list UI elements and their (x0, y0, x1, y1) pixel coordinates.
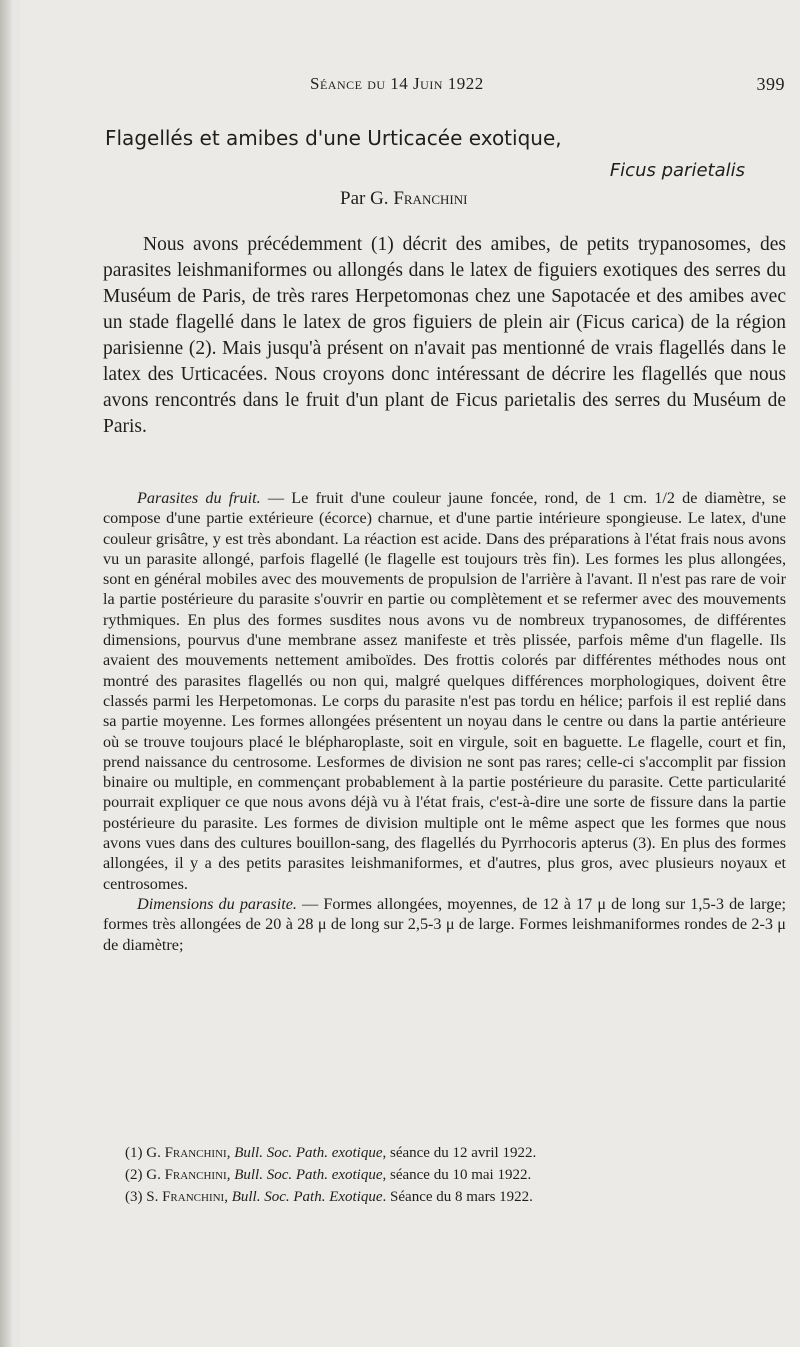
footnote-journal: Bull. Soc. Path. Exotique (231, 1189, 383, 1205)
footnote-number: (3) S. (125, 1189, 163, 1205)
footnote (125, 1142, 785, 1164)
paragraph-parasites (103, 488, 786, 894)
page-edge (0, 0, 12, 1347)
paragraph-body: — Formes allongées, moyennes, de 12 à 17 μ de long sur 1,5-3 de large; formes très allongées de 20 à 28 μ de long sur 2,5-3 μ de large. Formes leishmaniformes rondes de 2-3 μ de diamètre; (103, 894, 787, 954)
footnote-sep: , (224, 1189, 232, 1205)
page-number: 399 (756, 74, 785, 94)
footnote-journal: Bull. Soc. Path. exotique (234, 1145, 383, 1161)
footnote-author: Franchini (162, 1189, 225, 1205)
paragraph-body: — Le fruit d'une couleur jaune foncée, rond, de 1 cm. 1/2 de diamètre, se compose d'une partie extérieure (écorce) charnue, et d'une partie intérieure spongieuse. Le latex, d'une couleur grisâtre, y est très abondant. La réaction est acide. Dans des préparations à l'état frais nous avons vu un parasite allongé, parfois flagellé (le flagelle est toujours très fin). Les formes les plus allongées, sont en général mobiles avec des mouvements de propulsion de l'arrière à l'avant. Il n'est pas rare de voir la partie postérieure du parasite s'ouvrir en partie ou complètement et se refermer avec des mouvements rythmiques. En plus des formes susdites nous avons vu de nombreux trypanosomes, de différentes dimensions, pourvus d'une membrane assez manifeste et très plissée, parfois même d'un flagelle. Ils avaient des mouvements nettement amiboïdes. Des frottis colorés par différentes méthodes nous ont montré des parasites flagellés ou non qui, malgré quelques différences morphologiques, doivent être classés parmi les Herpetomonas. Le corps du parasite n'est pas tordu en hélice; parfois il est replié dans sa partie moyenne. Les formes allongées présentent un noyau dans le centre ou dans la partie antérieure où se trouve toujours placé le blépharoplaste, soit en virgule, soit en baguette. Le flagelle, court et fin, prend naissance du centrosome. Lesformes de division ne sont pas rares; celle-ci s'accomplit par fission binaire ou multiple, en commençant probablement à la partie postérieure du parasite. Cette particularité pourrait expliquer ce que nous avons déjà vu à l'état frais, c'est-à-dire une sorte de fissure dans la partie postérieure du parasite. Les formes de division multiple ont le même aspect que les formes que nous avons vues dans des cultures bouillon-sang, des flagellés du Pyrrhocoris apterus (3). En plus des formes allongées, il y a des petits parasites leishmaniformes, et d'autres, plus gros, avec plusieurs noyaux et centrosomes. (103, 489, 786, 893)
paragraph-dimensions (103, 894, 786, 955)
author-name: Franchini (393, 188, 468, 209)
footnote (125, 1186, 785, 1208)
running-head-title: Séance du 14 Juin 1922 (310, 74, 484, 93)
page (20, 0, 800, 1347)
byline-prefix: Par G. (340, 188, 394, 209)
byline (340, 188, 467, 210)
footnote-rest: , séance du 10 mai 1922. (382, 1167, 532, 1183)
footnotes (125, 1142, 785, 1208)
article-title-species: Ficus parietalis (609, 160, 745, 181)
footnote-rest: , séance du 12 avril 1922. (382, 1145, 537, 1161)
footnote-number: (1) G. (125, 1145, 165, 1161)
body-text (103, 488, 786, 955)
footnote (125, 1164, 785, 1186)
article-title: Flagellés et amibes d'une Urticacée exotique, (105, 126, 562, 150)
paragraph-lead: Dimensions du parasite. (137, 894, 297, 913)
footnote-author: Franchini (164, 1145, 227, 1161)
footnote-sep: , (226, 1167, 235, 1183)
footnote-journal: Bull. Soc. Path. exotique (234, 1167, 383, 1183)
footnote-rest: . Séance du 8 mars 1922. (382, 1189, 533, 1205)
intro-paragraph: Nous avons précédemment (1) décrit des amibes, de petits trypanosomes, des parasites leishmaniformes ou allongés dans le latex de figuiers exotiques des serres du Muséum de Paris, de très rares Herpetomonas chez une Sapotacée et des amibes avec un stade flagellé dans le latex de gros figuiers de plein air (Ficus carica) de la région parisienne (2). Mais jusqu'à présent on n'avait pas mentionné de vrais flagellés dans le latex des Urticacées. Nous croyons donc intéressant de décrire les flagellés que nous avons rencontrés dans le fruit d'un plant de Ficus parietalis des serres du Muséum de Paris. (103, 234, 786, 437)
footnote-number: (2) G. (125, 1167, 165, 1183)
footnote-author: Franchini (164, 1167, 227, 1183)
footnote-sep: , (226, 1145, 235, 1161)
paragraph-lead: Parasites du fruit. (137, 489, 261, 507)
